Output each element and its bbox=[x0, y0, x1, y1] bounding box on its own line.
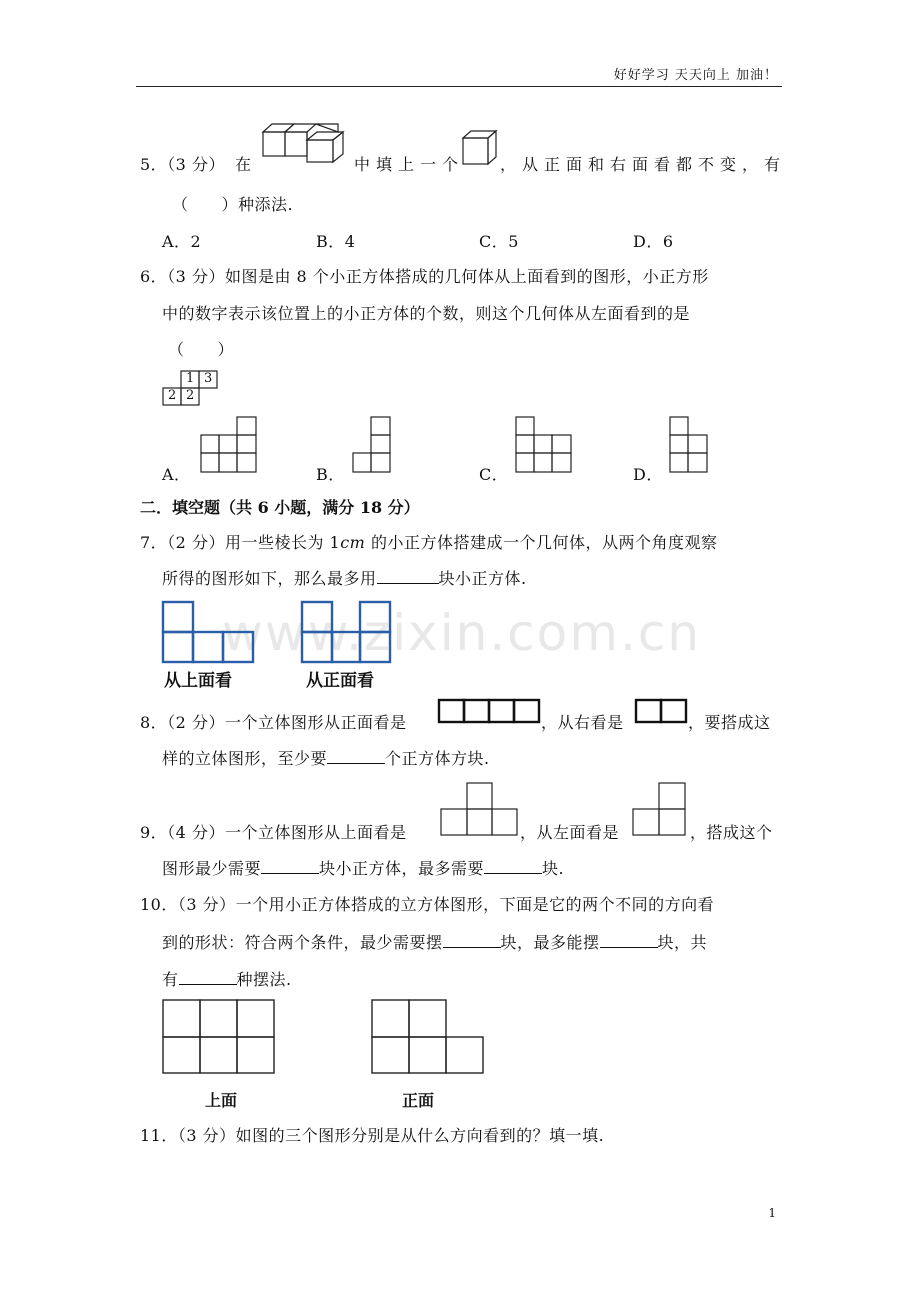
q6-option-c-label: C． bbox=[479, 465, 509, 484]
section-title: 二．填空题（共 6 小题，满分 18 分） bbox=[140, 498, 420, 517]
q6-grid-number: 1 bbox=[186, 371, 195, 386]
q6-grid-number: 2 bbox=[186, 388, 195, 403]
q5-tail-text: ，从正面和右面看都不变，有 bbox=[500, 155, 787, 174]
q6-option-d-label: D． bbox=[633, 465, 663, 484]
q5-row-of-cubes-figure bbox=[262, 122, 352, 164]
watermark: www.zixin.com.cn bbox=[222, 604, 702, 662]
q6-option-a-label: A． bbox=[162, 465, 191, 484]
q10-line2-middle: 块，最多能摆 bbox=[500, 933, 600, 952]
q10-line1: 10．（3 分）一个用小正方体搭成的立方体图形，下面是它的两个不同的方向看 bbox=[140, 895, 715, 914]
q5-line2: （ ）种添法. bbox=[172, 195, 294, 214]
q10-ways-blank[interactable] bbox=[179, 970, 237, 985]
q6-option-c-figure bbox=[515, 416, 573, 474]
q10-max-blank[interactable] bbox=[600, 933, 658, 948]
q7-line1-start: 7．（2 分）用一些棱长为 1 bbox=[140, 533, 341, 552]
q6-line1: 6．（3 分）如图是由 8 个小正方体搭成的几何体从上面看到的图形，小正方形 bbox=[140, 267, 709, 286]
q9-line2-end: 块. bbox=[542, 859, 565, 878]
q9-top-view-figure bbox=[440, 782, 520, 838]
q8-line1-middle: ，从右看是 bbox=[541, 713, 624, 732]
q10-caption-top: 上面 bbox=[205, 1091, 238, 1110]
q5-number: 5．（3 分） bbox=[140, 155, 225, 174]
q10-line3-start: 有 bbox=[162, 970, 179, 989]
q5-option-a: A．2 bbox=[162, 232, 202, 251]
q5-word-zai: 在 bbox=[234, 155, 252, 174]
q7-top-view-figure bbox=[161, 600, 257, 666]
q10-front-view-figure bbox=[371, 999, 485, 1075]
q9-line1-start: 9．（4 分）一个立体图形从上面看是 bbox=[140, 823, 407, 842]
q9-left-view-figure bbox=[632, 782, 688, 838]
q6-option-d-figure bbox=[669, 416, 709, 474]
q7-line1 bbox=[140, 530, 717, 553]
q5-middle-text: 中填上一个 bbox=[354, 155, 465, 174]
q8-right-view-figure bbox=[634, 698, 688, 724]
q9-min-blank[interactable] bbox=[261, 859, 319, 874]
q5-line1 bbox=[140, 152, 251, 175]
q7-line2 bbox=[162, 566, 527, 589]
q7-line1-end: 的小正方体搭建成一个几何体，从两个角度观察 bbox=[365, 533, 718, 552]
q9-line1-end: ，搭成这个 bbox=[690, 823, 773, 842]
q7-unit: cm bbox=[340, 533, 366, 552]
q7-caption-top: 从上面看 bbox=[164, 671, 232, 691]
q10-caption-front: 正面 bbox=[402, 1091, 435, 1110]
q8-line1-start: 8．（2 分）一个立体图形从正面看是 bbox=[140, 713, 407, 732]
q11-line1: 11．（3 分）如图的三个图形分别是从什么方向看到的？填一填. bbox=[140, 1126, 605, 1145]
q5-option-c: C．5 bbox=[479, 232, 519, 251]
page-number: 1 bbox=[768, 1206, 776, 1220]
q8-line2 bbox=[162, 746, 490, 769]
q9-max-blank[interactable] bbox=[484, 859, 542, 874]
q6-grid-number: 2 bbox=[168, 388, 177, 403]
q5-option-d: D．6 bbox=[633, 232, 674, 251]
q6-option-a-figure bbox=[200, 416, 258, 474]
q9-line2-middle: 块小正方体，最多需要 bbox=[319, 859, 485, 878]
q6-top-view-grid bbox=[162, 370, 222, 408]
q10-line3-end: 种摆法. bbox=[236, 970, 292, 989]
q6-line3: （ ） bbox=[168, 340, 235, 359]
q8-answer-blank[interactable] bbox=[327, 749, 385, 764]
q7-line2-start: 所得的图形如下，那么最多用 bbox=[162, 569, 377, 588]
q9-line1-middle: ，从左面看是 bbox=[520, 823, 620, 842]
q6-grid-number: 3 bbox=[204, 371, 213, 386]
q7-caption-front: 从正面看 bbox=[306, 671, 374, 691]
q10-top-view-figure bbox=[162, 999, 276, 1075]
q5-single-cube-figure bbox=[462, 130, 498, 166]
q5-option-b: B．4 bbox=[316, 232, 356, 251]
header-slogan: 好好学习 天天向上 加油！ bbox=[613, 68, 778, 83]
q7-line2-end: 块小正方体. bbox=[438, 569, 527, 588]
q6-option-b-figure bbox=[352, 416, 392, 474]
q9-line2 bbox=[162, 856, 564, 879]
q6-line2: 中的数字表示该位置上的小正方体的个数，则这个几何体从左面看到的是 bbox=[162, 304, 691, 323]
q6-option-b-label: B． bbox=[316, 465, 345, 484]
page-header bbox=[136, 62, 782, 87]
q7-answer-blank[interactable] bbox=[377, 569, 439, 584]
q8-line2-start: 样的立体图形，至少要 bbox=[162, 749, 328, 768]
q9-line2-start: 图形最少需要 bbox=[162, 859, 262, 878]
q7-front-view-figure bbox=[300, 600, 394, 666]
q10-line3 bbox=[162, 967, 292, 990]
q10-line2 bbox=[162, 930, 707, 953]
q10-line2-end: 块，共 bbox=[657, 933, 708, 952]
q8-front-view-figure bbox=[437, 698, 541, 724]
q10-min-blank[interactable] bbox=[443, 933, 501, 948]
q8-line1-end: ，要搭成这 bbox=[688, 713, 771, 732]
q10-line2-start: 到的形状：符合两个条件，最少需要摆 bbox=[162, 933, 443, 952]
q8-line2-end: 个正方体方块. bbox=[385, 749, 490, 768]
